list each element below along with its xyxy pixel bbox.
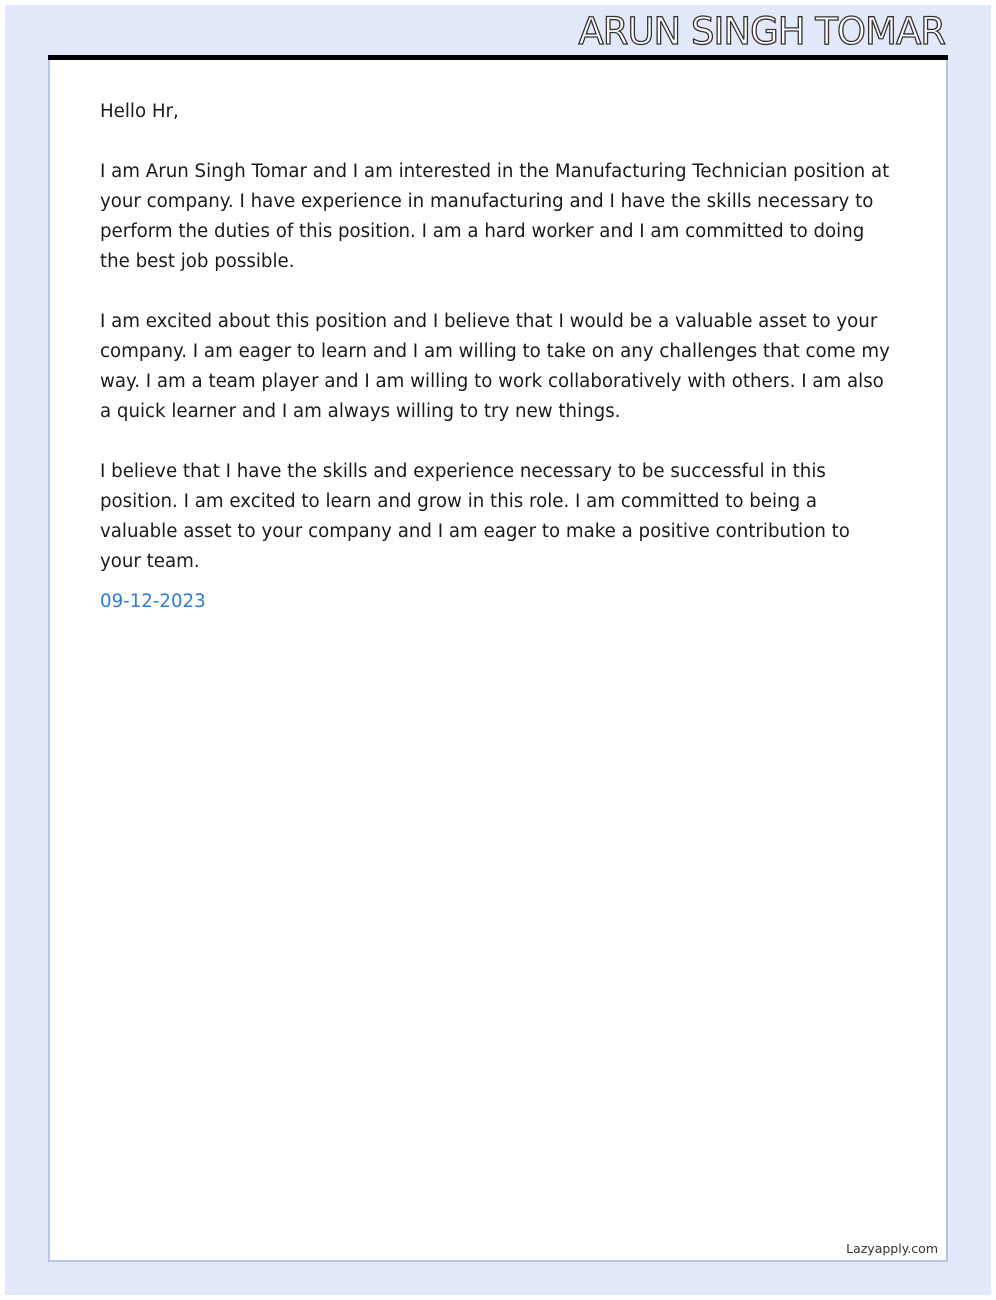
letter-paragraph-2: I am excited about this position and I believe that I would be a valuable asset to your company. I am eager to learn and I am willing to take on any challenges that come my way. I am a team player and I am willing to work collaboratively with others. I am also a quick learner and I am always willing to try new things. [100,311,890,422]
letter-greeting: Hello Hr, [100,101,179,122]
letter-paragraph-3: I believe that I have the skills and experience necessary to be successful in this position. I am excited to learn and grow in this role. I am committed to being a valuable asset to your company and I am eager to make a positive contribution to your team. [100,461,850,572]
applicant-name-heading: ARUN SINGH TOMAR [578,10,945,53]
letter-sheet [48,60,948,1262]
letter-date: 09-12-2023 [100,591,206,612]
letter-paragraph-1: I am Arun Singh Tomar and I am interested in the Manufacturing Technician position at your company. I have experience in manufacturing and I have the skills necessary to perform the duties of this position. I am a hard worker and I am committed to doing the best job possible. [100,161,890,272]
footer-brand: Lazyapply.com [846,1241,938,1256]
cover-letter-body [100,97,890,617]
